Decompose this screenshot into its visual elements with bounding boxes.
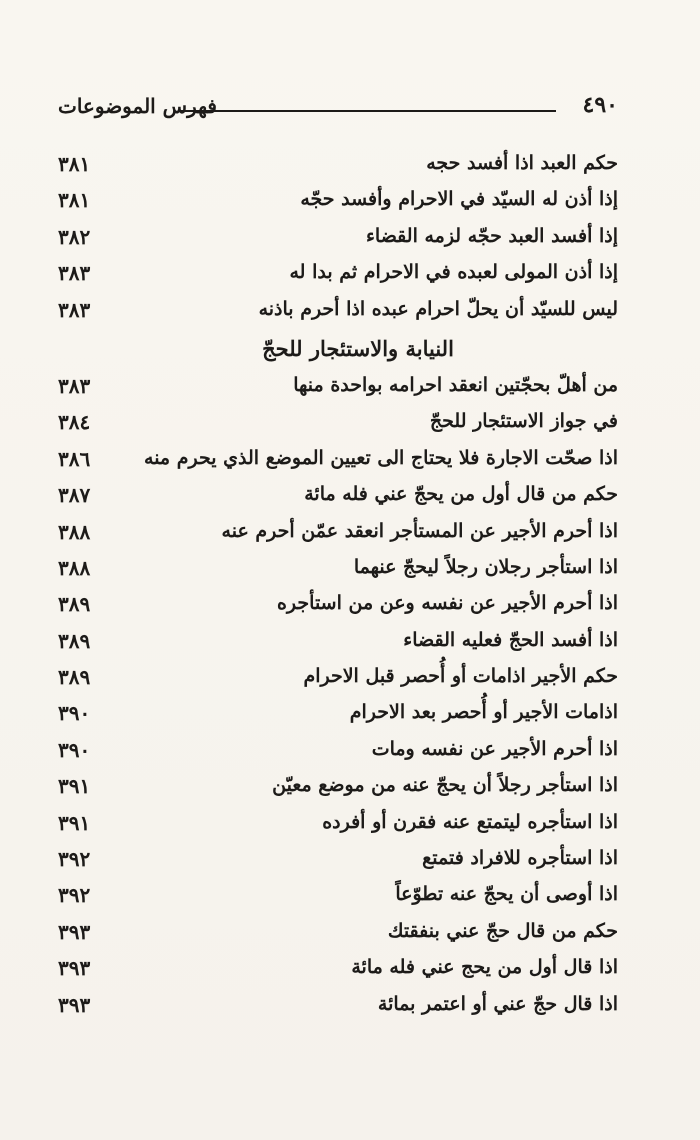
entry-title: في جواز الاستئجار للحجّ bbox=[429, 410, 618, 433]
entry-page-number: ٣٨٣ bbox=[58, 297, 91, 322]
section-heading bbox=[58, 330, 618, 370]
entry-page-number: ٣٩٣ bbox=[58, 956, 91, 981]
index-entry bbox=[58, 807, 618, 843]
index-entry bbox=[58, 734, 618, 770]
index-entry bbox=[58, 552, 618, 588]
entry-page-number: ٣٨٩ bbox=[58, 628, 91, 653]
index-entry bbox=[58, 916, 618, 952]
index-entry bbox=[58, 148, 618, 184]
index-entry bbox=[58, 184, 618, 220]
entry-title: حكم الأجير اذامات أو أُحصر قبل الاحرام bbox=[303, 665, 618, 688]
index-entry bbox=[58, 370, 618, 406]
entry-page-number: ٣٨٩ bbox=[58, 665, 91, 690]
entry-page-number: ٣٨٩ bbox=[58, 592, 91, 617]
index-entry bbox=[58, 406, 618, 442]
index-entry bbox=[58, 443, 618, 479]
entry-title: اذا أحرم الأجير عن نفسه وعن من استأجره bbox=[276, 592, 618, 615]
entry-page-number: ٣٨٢ bbox=[58, 224, 91, 249]
entry-title: اذا قال أول من يحج عني فله مائة bbox=[351, 956, 618, 979]
section-heading-text: النيابة والاستئجار للحجّ bbox=[262, 335, 454, 361]
entry-page-number: ٣٩٠ bbox=[58, 737, 91, 762]
entry-page-number: ٣٩٣ bbox=[58, 992, 91, 1017]
entry-page-number: ٣٨١ bbox=[58, 188, 91, 213]
index-entry bbox=[58, 221, 618, 257]
index-entry bbox=[58, 479, 618, 515]
entry-page-number: ٣٩٣ bbox=[58, 919, 91, 944]
page-number: ٤٩٠ bbox=[582, 92, 618, 118]
entry-page-number: ٣٨٤ bbox=[58, 410, 91, 435]
entry-title: إذا أذن له السيّد في الاحرام وأفسد حجّه bbox=[300, 188, 618, 211]
entry-title: اذا أفسد الحجّ فعليه القضاء bbox=[403, 628, 618, 651]
index-entry bbox=[58, 257, 618, 293]
index-entry bbox=[58, 661, 618, 697]
entry-page-number: ٣٨٧ bbox=[58, 483, 91, 508]
index-entry bbox=[58, 294, 618, 330]
entry-title: حكم من قال حجّ عني بنفقتك bbox=[387, 919, 618, 942]
index-entry bbox=[58, 952, 618, 988]
index-entry bbox=[58, 516, 618, 552]
entry-page-number: ٣٩٢ bbox=[58, 847, 91, 872]
entry-page-number: ٣٩٢ bbox=[58, 883, 91, 908]
entry-title: اذا استأجره ليتمتع عنه فقرن أو أفرده bbox=[322, 810, 618, 833]
entry-page-number: ٣٨٨ bbox=[58, 519, 91, 544]
entry-title: اذا أحرم الأجير عن المستأجر انعقد عمّن أحرم عنه bbox=[221, 519, 618, 542]
entry-title: اذامات الأجير أو أُحصر بعد الاحرام bbox=[349, 701, 618, 724]
entry-page-number: ٣٩١ bbox=[58, 810, 91, 835]
index-entry bbox=[58, 989, 618, 1025]
entry-title: اذا استأجر رجلان رجلاً ليحجّ عنهما bbox=[353, 555, 618, 578]
index-entry bbox=[58, 843, 618, 879]
entry-title: ليس للسيّد أن يحلّ احرام عبده اذا أحرم باذنه bbox=[258, 297, 618, 320]
entry-page-number: ٣٩١ bbox=[58, 774, 91, 799]
entry-title: اذا قال حجّ عني أو اعتمر بمائة bbox=[377, 992, 618, 1015]
index-entry bbox=[58, 770, 618, 806]
entry-title: إذا أفسد العبد حجّه لزمه القضاء bbox=[365, 224, 618, 247]
entry-title: اذا استأجر رجلاً أن يحجّ عنه من موضع معيّن bbox=[272, 774, 618, 797]
entry-title: حكم من قال أول من يحجّ عني فله مائة bbox=[304, 483, 618, 506]
entry-title: اذا صحّت الاجارة فلا يحتاج الى تعيين الموضع الذي يحرم منه bbox=[144, 446, 618, 469]
entry-title: اذا استأجره للافراد فتمتع bbox=[422, 847, 618, 870]
entry-page-number: ٣٨٣ bbox=[58, 373, 91, 398]
page-header bbox=[58, 92, 618, 128]
index-entry bbox=[58, 879, 618, 915]
entry-title: حكم العبد اذا أفسد حجه bbox=[426, 152, 618, 174]
entry-title: اذا أوصى أن يحجّ عنه تطوّعاً bbox=[395, 883, 618, 906]
index-entry bbox=[58, 697, 618, 733]
index-entry bbox=[58, 625, 618, 661]
entry-page-number: ٣٩٠ bbox=[58, 701, 91, 726]
entry-page-number: ٣٨٨ bbox=[58, 555, 91, 580]
entry-title: من أهلّ بحجّتين انعقد احرامه بواحدة منها bbox=[293, 373, 618, 396]
index-entries bbox=[58, 148, 618, 1025]
header-rule bbox=[180, 110, 556, 112]
entry-title: إذا أذن المولى لعبده في الاحرام ثم بدا له bbox=[289, 261, 618, 284]
entry-page-number: ٣٨٣ bbox=[58, 261, 91, 286]
entry-page-number: ٣٨٦ bbox=[58, 446, 91, 471]
running-title: فهرس الموضوعات bbox=[58, 94, 217, 118]
index-entry bbox=[58, 588, 618, 624]
entry-page-number: ٣٨١ bbox=[58, 152, 91, 176]
entry-title: اذا أحرم الأجير عن نفسه ومات bbox=[371, 737, 618, 760]
